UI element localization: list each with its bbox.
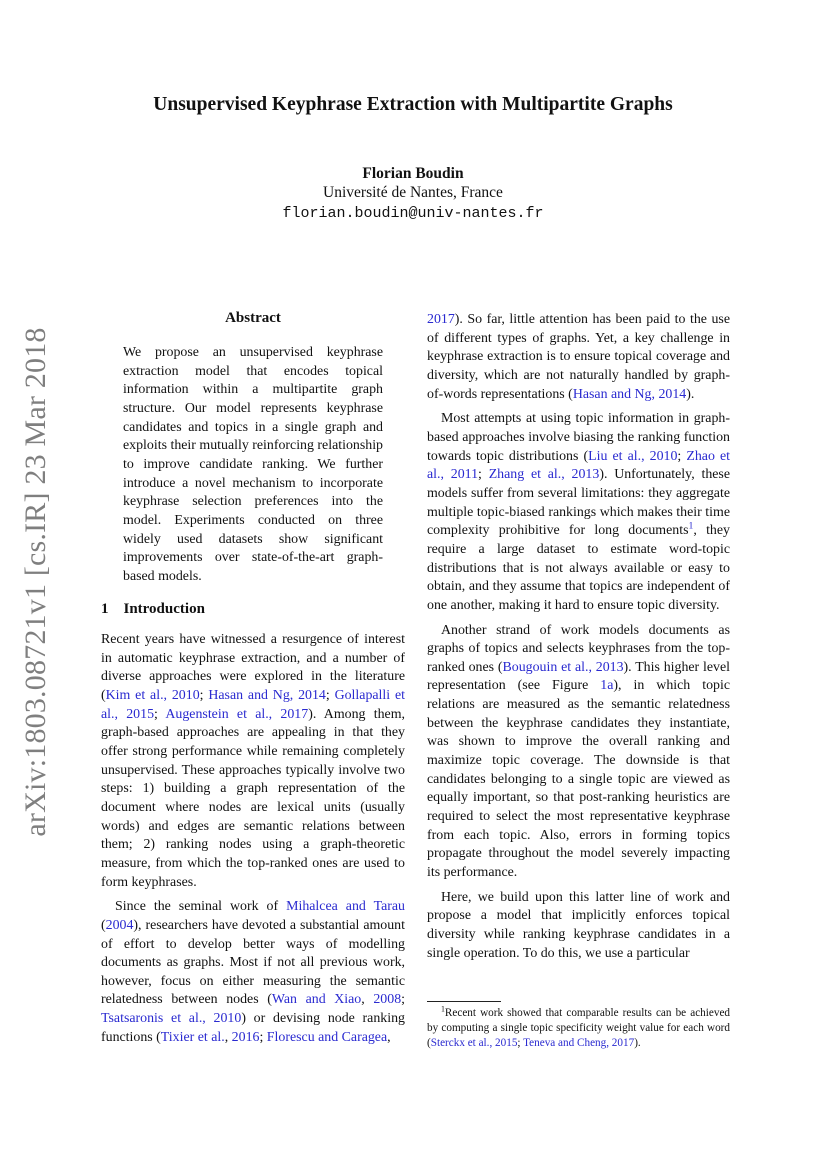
footnote-marker[interactable]: 1 xyxy=(688,520,694,532)
author-email: florian.boudin@univ-nantes.fr xyxy=(282,205,544,222)
abstract-body xyxy=(123,344,383,587)
citation-link[interactable]: Kim et al., 2010 xyxy=(105,687,200,703)
citation-link[interactable]: Hasan and Ng, 2014 xyxy=(572,386,687,402)
section-number: 1 xyxy=(101,601,109,617)
arxiv-stamp: arXiv:1803.08721v1 [cs.IR] 23 Mar 2018 xyxy=(19,327,52,837)
paragraph-2: Since the seminal work of Mihalcea and Tarau (2004), researchers have devoted a substantial amount of effort to develop better ways of modelling documents as graphs. Most if not all previous work, however, focus on either measuring the semantic relatedness between nodes (Wan and Xiao, 2008; Tsatsaronis et al., 2010) or devising node ranking functions (Tixier et al., 2016; Florescu and Caragea, xyxy=(101,899,405,1045)
citation-link[interactable]: Hasan and Ng, 2014 xyxy=(208,687,326,703)
footnote-divider xyxy=(427,1001,501,1002)
citation-link[interactable]: 2008 xyxy=(373,992,402,1008)
paragraph-1: Recent years have witnessed a resurgence of interest in automatic keyphrase extraction, and a number of diverse approaches were explored in the literature (Kim et al., 2010; Hasan and Ng, 2014; Gollapalli et al., 2015; Augenstein et al., 2017). Among them, graph-based approaches are appealing in that they offer strong performance while remaining completely unsupervised. These approaches typically involve two steps: 1) building a graph representation of the document where nodes are lexical units (usually words) and edges are semantic relations between them; 2) ranking nodes using a graph-theoretic measure, from which the top-ranked ones are used to form keyphrases. xyxy=(101,632,405,890)
citation-link[interactable]: Teneva and Cheng, 2017 xyxy=(523,1037,635,1049)
citation-link[interactable]: Zhang et al., 2013 xyxy=(488,467,600,483)
citation-link[interactable]: 2004 xyxy=(105,917,134,933)
citation-link[interactable]: Florescu and Caragea xyxy=(266,1029,388,1045)
footnote-text: $^1$Recent work showed that comparable results can be achieved by computing a single topic specificity weight value for each word (Sterckx et al., 2015; Teneva and Cheng, 2017). xyxy=(427,1004,730,1049)
section-heading-introduction xyxy=(101,601,205,618)
footnote xyxy=(427,1006,730,1051)
figure-ref-link[interactable]: 1a xyxy=(600,678,614,694)
paper-title: Unsupervised Keyphrase Extraction with Multipartite Graphs xyxy=(153,94,673,115)
paragraph-4: Another strand of work models documents as graphs of topics and selects keyphrases from the top-ranked ones (Bougouin et al., 2013). This higher level representation (see Figure 1a), in which topic relations are measured as the semantic relatedness between the keyphrase candidates they instantiate, was shown to improve the overall ranking and maximize topic coverage. The downside is that candidates belonging to a single topic are viewed as equally important, so that post-ranking heuristics are required to select the most representative keyphrase from each topic. Also, errors in forming topics propagate throughout the model severely impacting its performance. xyxy=(427,622,730,881)
citation-link[interactable]: Tsatsaronis et al., 2010 xyxy=(101,1011,242,1027)
paragraph-2-continued: 2017). So far, little attention has been paid to the use of different types of graphs. Yet, a key challenge in keyphrase extraction is to ensure topical coverage and diversity, which are not naturally handled by graph-of-words representations (Hasan and Ng, 2014). xyxy=(427,312,730,402)
abstract-heading: Abstract xyxy=(225,310,281,326)
paragraph-3: Most attempts at using topic information in graph-based approaches involve biasing the ranking function towards topic distributions (Liu et al., 2010; Zhao et al., 2011; Zhang et al., 2013). Unfortunately, these models suffer from several limitations: they aggregate multiple topic-biased rankings which makes their time complexity prohibitive for long documents$^1$, they require a large dataset to estimate word-topic distributions that is not always available or easy to obtain, and they assume that topics are independent of one another, making it hard to ensure topic diversity. xyxy=(427,411,731,613)
citation-link[interactable]: Zhao et al., 2011 xyxy=(427,448,731,483)
citation-link[interactable]: Wan and Xiao xyxy=(271,992,362,1008)
citation-link[interactable]: Liu et al., 2010 xyxy=(588,448,678,464)
citation-link[interactable]: 2017 xyxy=(427,312,455,327)
author-affiliation: Université de Nantes, France xyxy=(323,184,503,201)
abstract-text: We propose an unsupervised keyphrase extraction model that encodes topical information within a multipartite graph structure. Our model represents keyphrase candidates and topics in a single graph and exploits their mutually reinforcing relationship to improve candidate ranking. We further introduce a novel mechanism to incorporate keyphrase selection preferences into the model. Experiments conducted on three widely used datasets show significant improvements over state-of-the-art graph-based models. xyxy=(123,345,384,584)
author-name: Florian Boudin xyxy=(362,165,464,182)
citation-link[interactable]: Mihalcea and Tarau xyxy=(286,899,405,915)
right-column-body xyxy=(427,311,730,963)
citation-link[interactable]: Augenstein et al., 2017 xyxy=(165,706,309,722)
citation-link[interactable]: 2016 xyxy=(231,1029,260,1045)
citation-link[interactable]: Bougouin et al., 2013 xyxy=(502,659,624,675)
paragraph-5: Here, we build upon this latter line of work and propose a model that implicitly enforces topical diversity while ranking keyphrase candidates in a single operation. To do this, we use a particular xyxy=(427,889,730,961)
citation-link[interactable]: Sterckx et al., 2015 xyxy=(430,1037,518,1049)
footnote-number: 1 xyxy=(441,1004,445,1014)
citation-link[interactable]: Tixier et al. xyxy=(160,1029,225,1045)
left-column-body xyxy=(101,631,405,1047)
section-title: Introduction xyxy=(123,601,205,617)
citation-link[interactable]: Gollapalli et al., 2015 xyxy=(101,687,405,722)
